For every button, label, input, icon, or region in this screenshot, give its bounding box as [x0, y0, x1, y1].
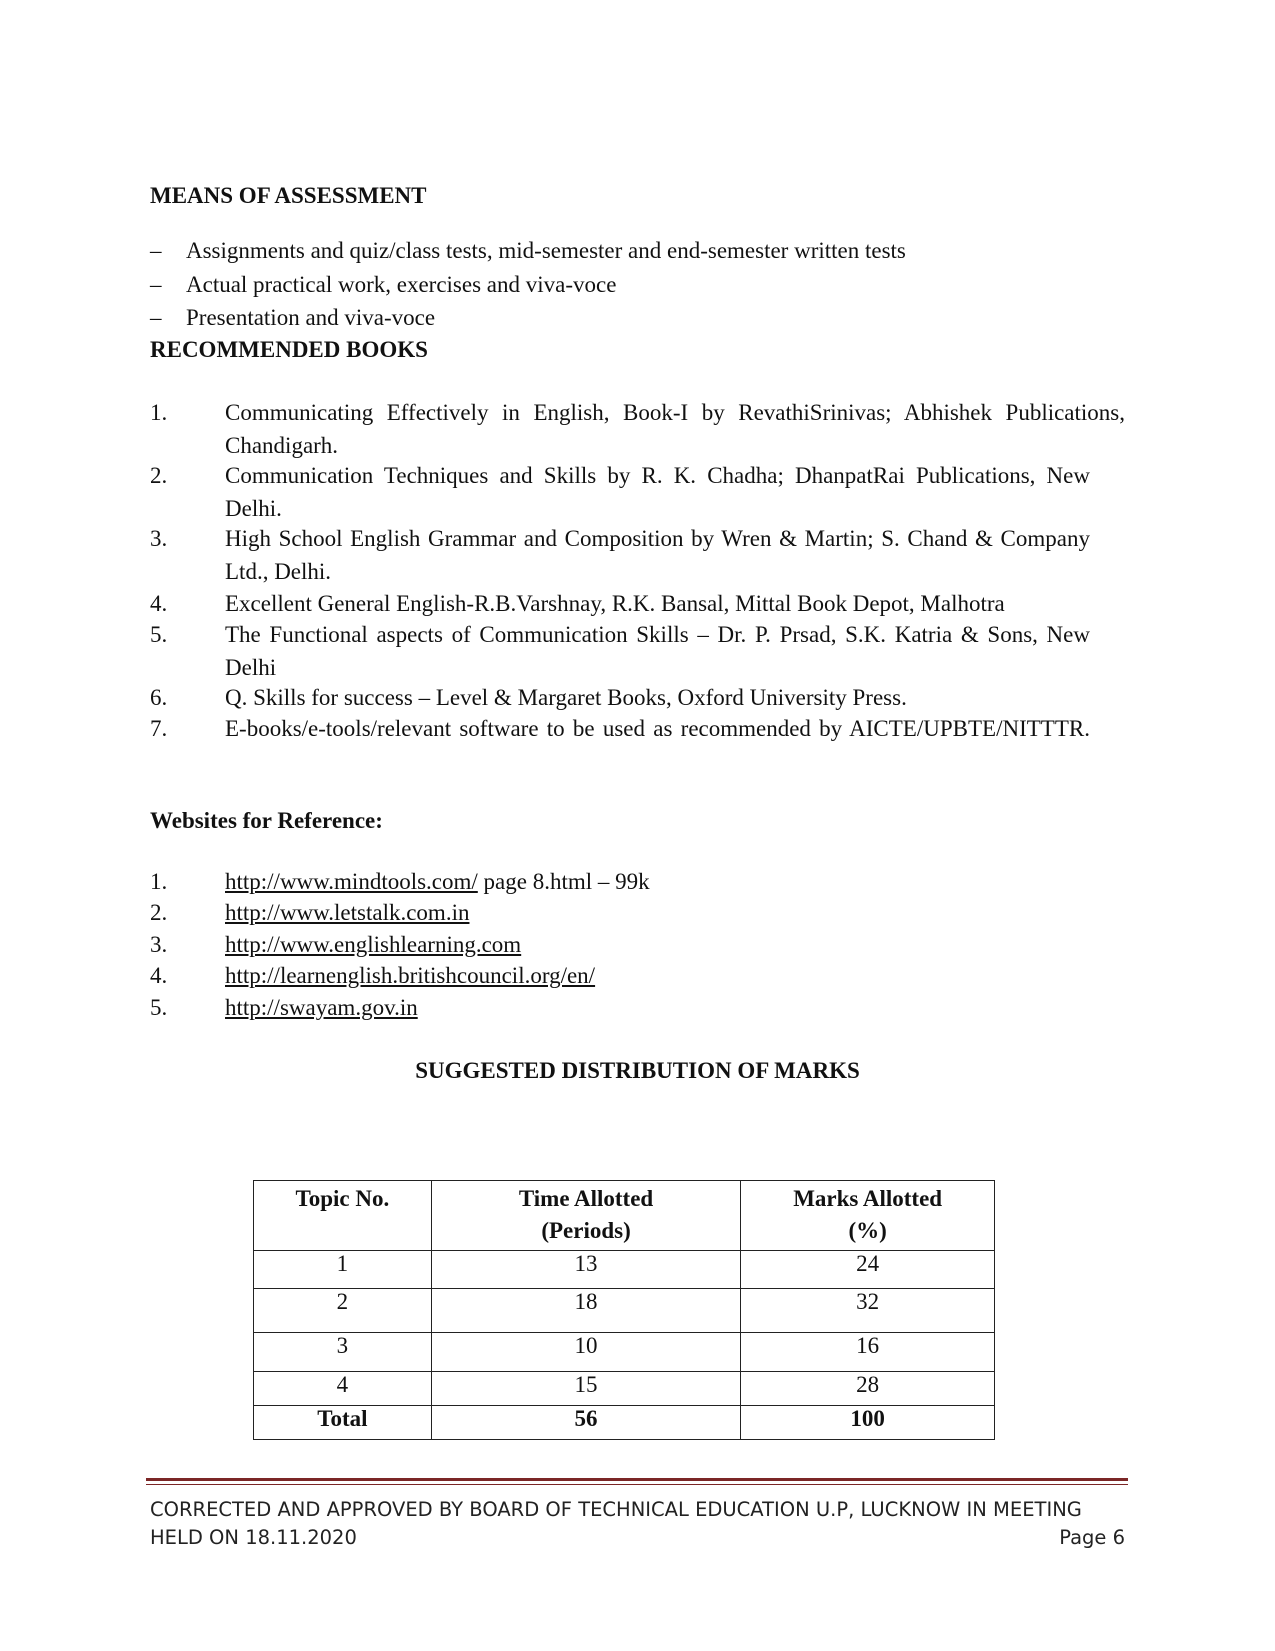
- website-link[interactable]: http://learnenglish.britishcouncil.org/en/: [225, 963, 596, 988]
- table-header-row: [254, 1181, 995, 1251]
- table-row: [254, 1372, 995, 1406]
- website-item: [150, 963, 595, 989]
- book-number: 1.: [150, 400, 168, 425]
- website-number: 1.: [150, 869, 168, 894]
- assessment-item-text: Actual practical work, exercises and viva-voce: [186, 272, 617, 297]
- table-cell: 32: [741, 1289, 995, 1333]
- dash-bullet: –: [150, 272, 162, 297]
- marks-heading: SUGGESTED DISTRIBUTION OF MARKS: [415, 1058, 860, 1083]
- assessment-item: [150, 238, 906, 264]
- book-item: [150, 618, 1125, 684]
- table-cell: 24: [741, 1251, 995, 1289]
- table-cell: 1: [254, 1251, 432, 1289]
- book-item: [150, 681, 1125, 714]
- table-row: [254, 1289, 995, 1333]
- website-item: [150, 932, 521, 958]
- footer-rule: [146, 1478, 1128, 1481]
- books-heading: RECOMMENDED BOOKS: [150, 337, 428, 362]
- dash-bullet: –: [150, 305, 162, 330]
- website-number: 4.: [150, 963, 168, 988]
- book-number: 4.: [150, 591, 168, 616]
- footer-line-2: HELD ON 18.11.2020: [150, 1526, 357, 1549]
- website-number: 2.: [150, 900, 168, 925]
- book-item: [150, 522, 1125, 588]
- page-number: Page 6: [1059, 1526, 1125, 1549]
- table-cell: 2: [254, 1289, 432, 1333]
- book-item: [150, 587, 1125, 620]
- book-text: E-books/e-tools/relevant software to be used as recommended by AICTE/UPBTE/NITTTR.: [225, 716, 1090, 741]
- book-number: 7.: [150, 716, 168, 741]
- website-number: 5.: [150, 995, 168, 1020]
- book-text: Communicating Effectively in English, Book-I by RevathiSrinivas; Abhishek Publications, Chandigarh.: [225, 400, 1125, 458]
- table-cell: 13: [431, 1251, 741, 1289]
- table-cell: 3: [254, 1333, 432, 1372]
- header-time: Time Allotted (Periods): [431, 1181, 741, 1251]
- table-cell: 15: [431, 1372, 741, 1406]
- table-cell: 4: [254, 1372, 432, 1406]
- table-cell: Total: [254, 1406, 432, 1440]
- website-suffix: page 8.html – 99k: [477, 869, 650, 894]
- websites-heading: Websites for Reference:: [150, 808, 383, 833]
- footer-line-1: CORRECTED AND APPROVED BY BOARD OF TECHNICAL EDUCATION U.P, LUCKNOW IN MEETING: [150, 1498, 1082, 1521]
- book-number: 5.: [150, 622, 168, 647]
- table-cell: 56: [431, 1406, 741, 1440]
- book-number: 3.: [150, 526, 168, 551]
- book-text: Communication Techniques and Skills by R. K. Chadha; DhanpatRai Publications, New Delhi.: [225, 463, 1090, 521]
- book-text: Excellent General English-R.B.Varshnay, R.K. Bansal, Mittal Book Depot, Malhotra: [225, 591, 1005, 616]
- table-cell: 18: [431, 1289, 741, 1333]
- footer: [150, 1496, 1125, 1552]
- assessment-item-text: Presentation and viva-voce: [186, 305, 436, 330]
- table-row: [254, 1333, 995, 1372]
- assessment-item: [150, 305, 435, 331]
- book-item: [150, 712, 1125, 745]
- assessment-item: [150, 272, 616, 298]
- website-link[interactable]: http://www.mindtools.com/: [225, 869, 478, 894]
- website-item: [150, 869, 650, 895]
- table-cell: 28: [741, 1372, 995, 1406]
- book-text: Q. Skills for success – Level & Margaret Books, Oxford University Press.: [225, 685, 907, 710]
- website-link[interactable]: http://www.letstalk.com.in: [225, 900, 470, 925]
- footer-rule-thin: [146, 1484, 1128, 1485]
- website-number: 3.: [150, 932, 168, 957]
- website-link[interactable]: http://swayam.gov.in: [225, 995, 418, 1020]
- marks-table: [253, 1180, 995, 1440]
- dash-bullet: –: [150, 238, 162, 263]
- book-text: High School English Grammar and Composition by Wren & Martin; S. Chand & Company Ltd., Delhi.: [225, 526, 1090, 584]
- table-total-row: [254, 1406, 995, 1440]
- header-topic: Topic No.: [254, 1181, 432, 1251]
- website-item: [150, 900, 469, 926]
- table-cell: 16: [741, 1333, 995, 1372]
- website-item: [150, 995, 418, 1021]
- table-row: [254, 1251, 995, 1289]
- assessment-item-text: Assignments and quiz/class tests, mid-semester and end-semester written tests: [186, 238, 906, 263]
- book-number: 6.: [150, 685, 168, 710]
- website-link[interactable]: http://www.englishlearning.com: [225, 932, 522, 957]
- header-marks: Marks Allotted (%): [741, 1181, 995, 1251]
- book-text: The Functional aspects of Communication Skills – Dr. P. Prsad, S.K. Katria & Sons, New Delhi: [225, 622, 1090, 680]
- assessment-heading: MEANS OF ASSESSMENT: [150, 183, 427, 208]
- book-item: [150, 459, 1125, 525]
- book-item: [150, 396, 1125, 462]
- table-cell: 10: [431, 1333, 741, 1372]
- book-number: 2.: [150, 463, 168, 488]
- table-cell: 100: [741, 1406, 995, 1440]
